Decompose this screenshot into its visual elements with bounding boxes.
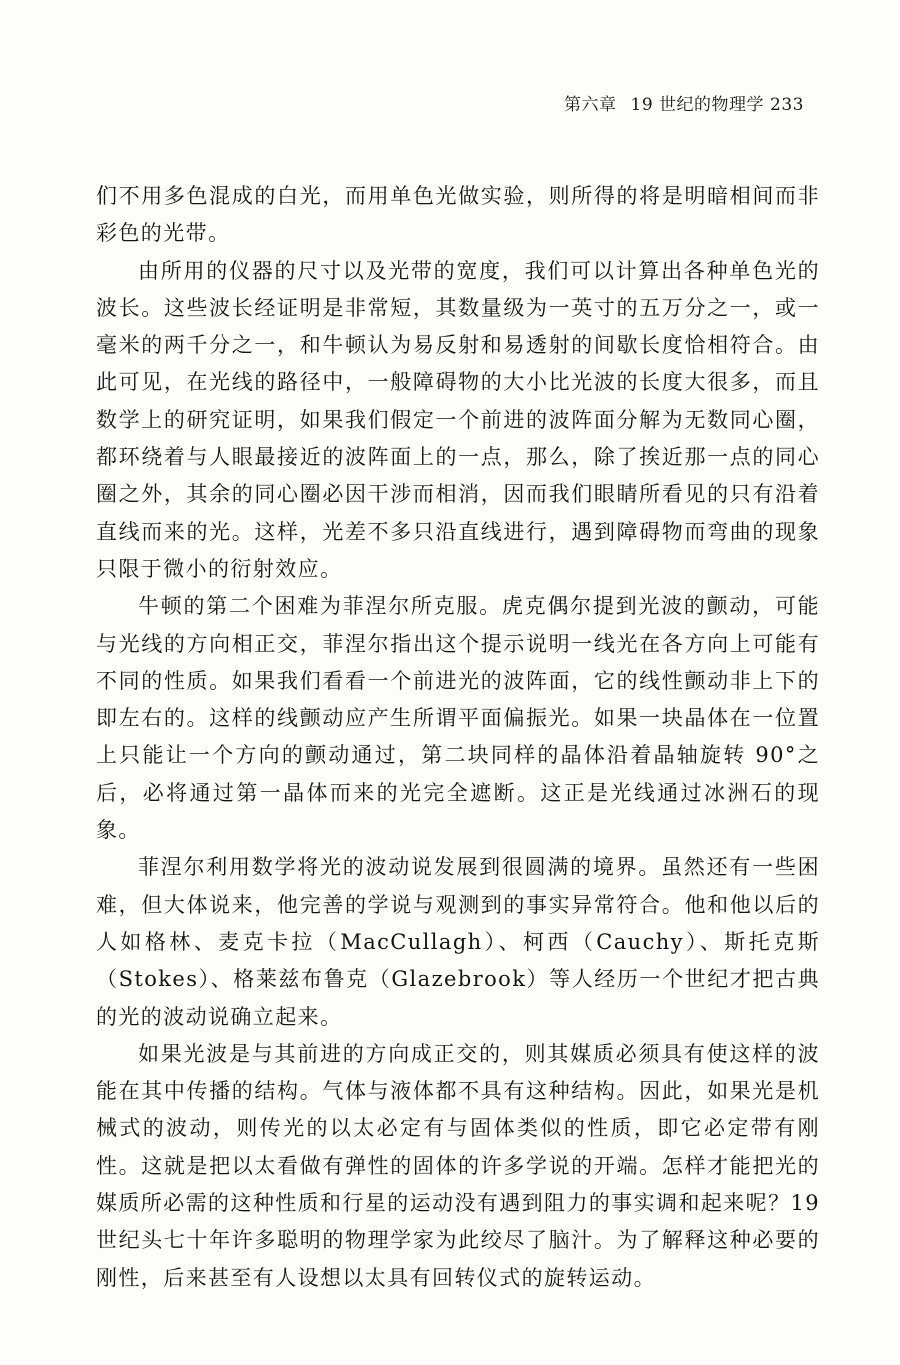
page-number: 233 (770, 95, 804, 115)
chapter-title: 19 世纪的物理学 (630, 95, 765, 115)
paragraph-continuation: 们不用多色混成的白光，而用单色光做实验，则所得的将是明暗相间而非彩色的光带。 (96, 184, 820, 246)
running-head (564, 90, 804, 115)
chapter-label: 第六章 (564, 95, 617, 115)
body-text (96, 178, 820, 1297)
paragraph-wave-theory: 菲涅尔利用数学将光的波动说发展到很圆满的境界。虽然还有一些困难，但大体说来，他完善的学说与观测到的事实异常符合。他和他以后的人如格林、麦克卡拉（MacCullagh）、柯西（Cauchy）、斯托克斯（Stokes）、格莱兹布鲁克（Glazebrook）等人经历一个世纪才把古典的光的波动说确立起来。 (96, 855, 820, 1029)
paragraph-polarization: 牛顿的第二个困难为菲涅尔所克服。虎克偶尔提到光波的颤动，可能与光线的方向相正交，菲涅尔指出这个提示说明一线光在各方向上可能有不同的性质。如果我们看看一个前进光的波阵面，它的线性颤动非上下的即左右的。这样的线颤动应产生所谓平面偏振光。如果一块晶体在一位置上只能让一个方向的颤动通过，第二块同样的晶体沿着晶轴旋转 90°之后，必将通过第一晶体而来的光完全遮断。这正是光线通过冰洲石的现象。 (96, 594, 820, 843)
paragraph-ether: 如果光波是与其前进的方向成正交的，则其媒质必须具有使这样的波能在其中传播的结构。气体与液体都不具有这种结构。因此，如果光是机械式的波动，则传光的以太必定有与固体类似的性质，即它必定带有刚性。这就是把以太看做有弹性的固体的许多学说的开端。怎样才能把光的媒质所必需的这种性质和行星的运动没有遇到阻力的事实调和起来呢？19 世纪头七十年许多聪明的物理学家为此绞尽了脑汁。为了解释这种必要的刚性，后来甚至有人设想以太具有回转仪式的旋转运动。 (96, 1041, 820, 1290)
paragraph-wavelength: 由所用的仪器的尺寸以及光带的宽度，我们可以计算出各种单色光的波长。这些波长经证明是非常短，其数量级为一英寸的五万分之一，或一毫米的两千分之一，和牛顿认为易反射和易透射的间歇长度恰相符合。由此可见，在光线的路径中，一般障碍物的大小比光波的长度大很多，而且数学上的研究证明，如果我们假定一个前进的波阵面分解为无数同心圈，都环绕着与人眼最接近的波阵面上的一点，那么，除了挨近那一点的同心圈之外，其余的同心圈必因干涉而相消，因而我们眼睛所看见的只有沿着直线而来的光。这样，光差不多只沿直线进行，遇到障碍物而弯曲的现象只限于微小的衍射效应。 (96, 258, 820, 581)
